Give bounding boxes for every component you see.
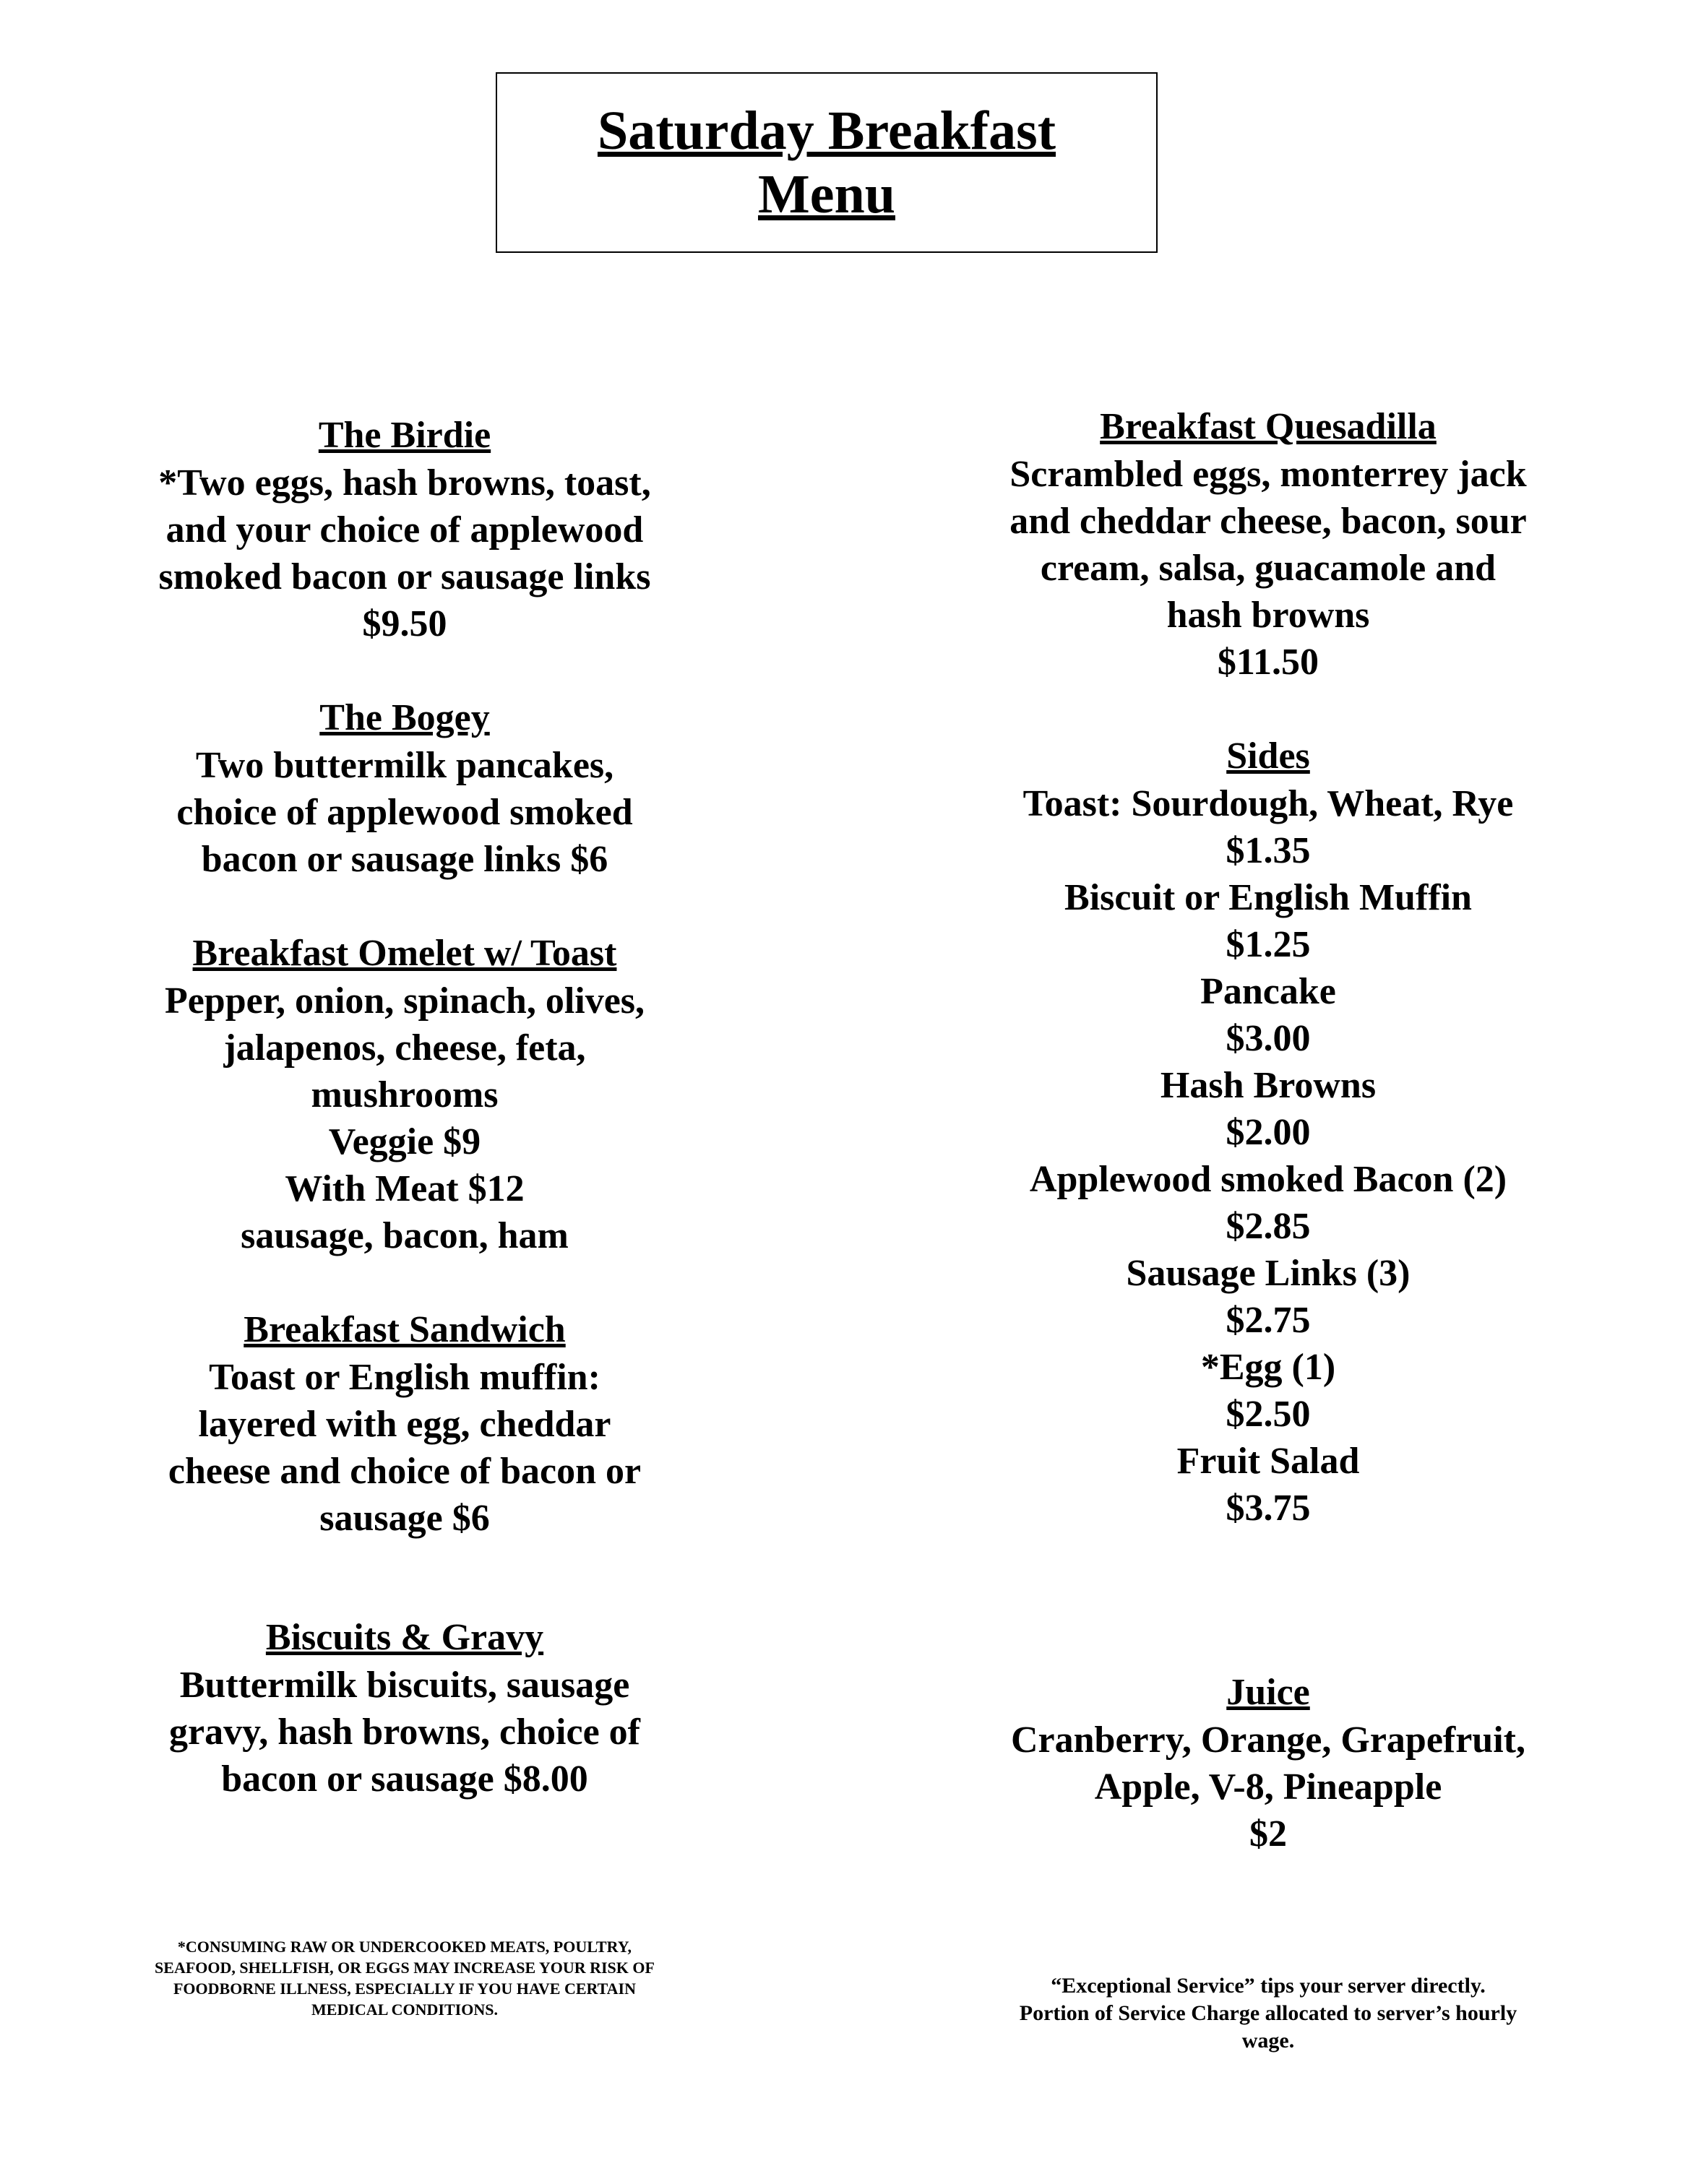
item-name: Breakfast Quesadilla <box>1100 406 1437 447</box>
item-description: Buttermilk biscuits, sausage gravy, hash browns, choice of bacon or sausage $8.00 <box>169 1665 640 1800</box>
sides-section <box>961 733 1575 1532</box>
juice-section <box>961 1669 1575 1857</box>
item-price: With Meat $12 <box>285 1168 525 1209</box>
item-name: Breakfast Omelet w/ Toast <box>192 933 617 974</box>
item-description: Toast or English muffin: layered with egg, cheddar cheese and choice of bacon or sausage $6 <box>168 1357 642 1539</box>
item-description: Two buttermilk pancakes, choice of applewood smoked bacon or sausage links $6 <box>176 745 633 880</box>
menu-item-sandwich <box>101 1306 708 1542</box>
right-column <box>961 403 1575 1857</box>
service-charge-note: “Exceptional Service” tips your server directly. Portion of Service Charge allocated to server’s hourly wage. <box>1019 1974 1517 2053</box>
item-price: $9.50 <box>362 603 447 644</box>
item-description: Pepper, onion, spinach, olives, jalapenos, cheese, feta, mushrooms Veggie $9 With Meat $12 sausage, bacon, ham <box>101 977 708 1259</box>
item-description: *Two eggs, hash browns, toast, and your choice of applewood smoked bacon or sausage links $9.50 <box>101 459 708 647</box>
left-column <box>101 412 708 1803</box>
item-name: Biscuits & Gravy <box>265 1617 544 1658</box>
item-name: The Birdie <box>318 415 491 456</box>
menu-item-birdie <box>101 412 708 647</box>
menu-title-line1: Saturday Breakfast <box>597 100 1056 161</box>
sides-list: Toast: Sourdough, Wheat, Rye $1.35 Biscuit or English Muffin $1.25 Pancake $3.00 Hash Browns $2.00 Applewood smoked Bacon (2) $2.85 Sausage Links (3) $2.75 *Egg (1) $2.50 Fruit Salad $3.75 <box>1022 783 1514 1529</box>
menu-item-biscuits-gravy <box>101 1614 708 1803</box>
menu-title-box <box>496 72 1158 253</box>
item-price: $2 <box>1249 1813 1287 1855</box>
item-price: Veggie $9 <box>328 1121 481 1162</box>
item-price: $11.50 <box>1217 642 1319 683</box>
menu-title-line2: Menu <box>758 164 895 225</box>
item-name: Breakfast Sandwich <box>244 1309 566 1350</box>
juice-list: Cranberry, Orange, Grapefruit, Apple, V-8, Pineapple $2 <box>961 1717 1575 1857</box>
item-description: Scrambled eggs, monterrey jack and cheddar cheese, bacon, sour cream, salsa, guacamole and hash browns $11.50 <box>961 451 1575 686</box>
food-safety-disclaimer: *CONSUMING RAW OR UNDERCOOKED MEATS, POULTRY, SEAFOOD, SHELLFISH, OR EGGS MAY INCREASE YOUR RISK OF FOODBORNE ILLNESS, ESPECIALLY IF YOU HAVE CERTAIN MEDICAL CONDITIONS. <box>155 1938 655 2019</box>
item-name: The Bogey <box>319 697 490 738</box>
section-heading: Sides <box>1226 735 1310 777</box>
menu-item-bogey <box>101 694 708 883</box>
menu-item-omelet <box>101 930 708 1259</box>
section-heading: Juice <box>1226 1672 1310 1713</box>
menu-item-quesadilla <box>961 403 1575 686</box>
